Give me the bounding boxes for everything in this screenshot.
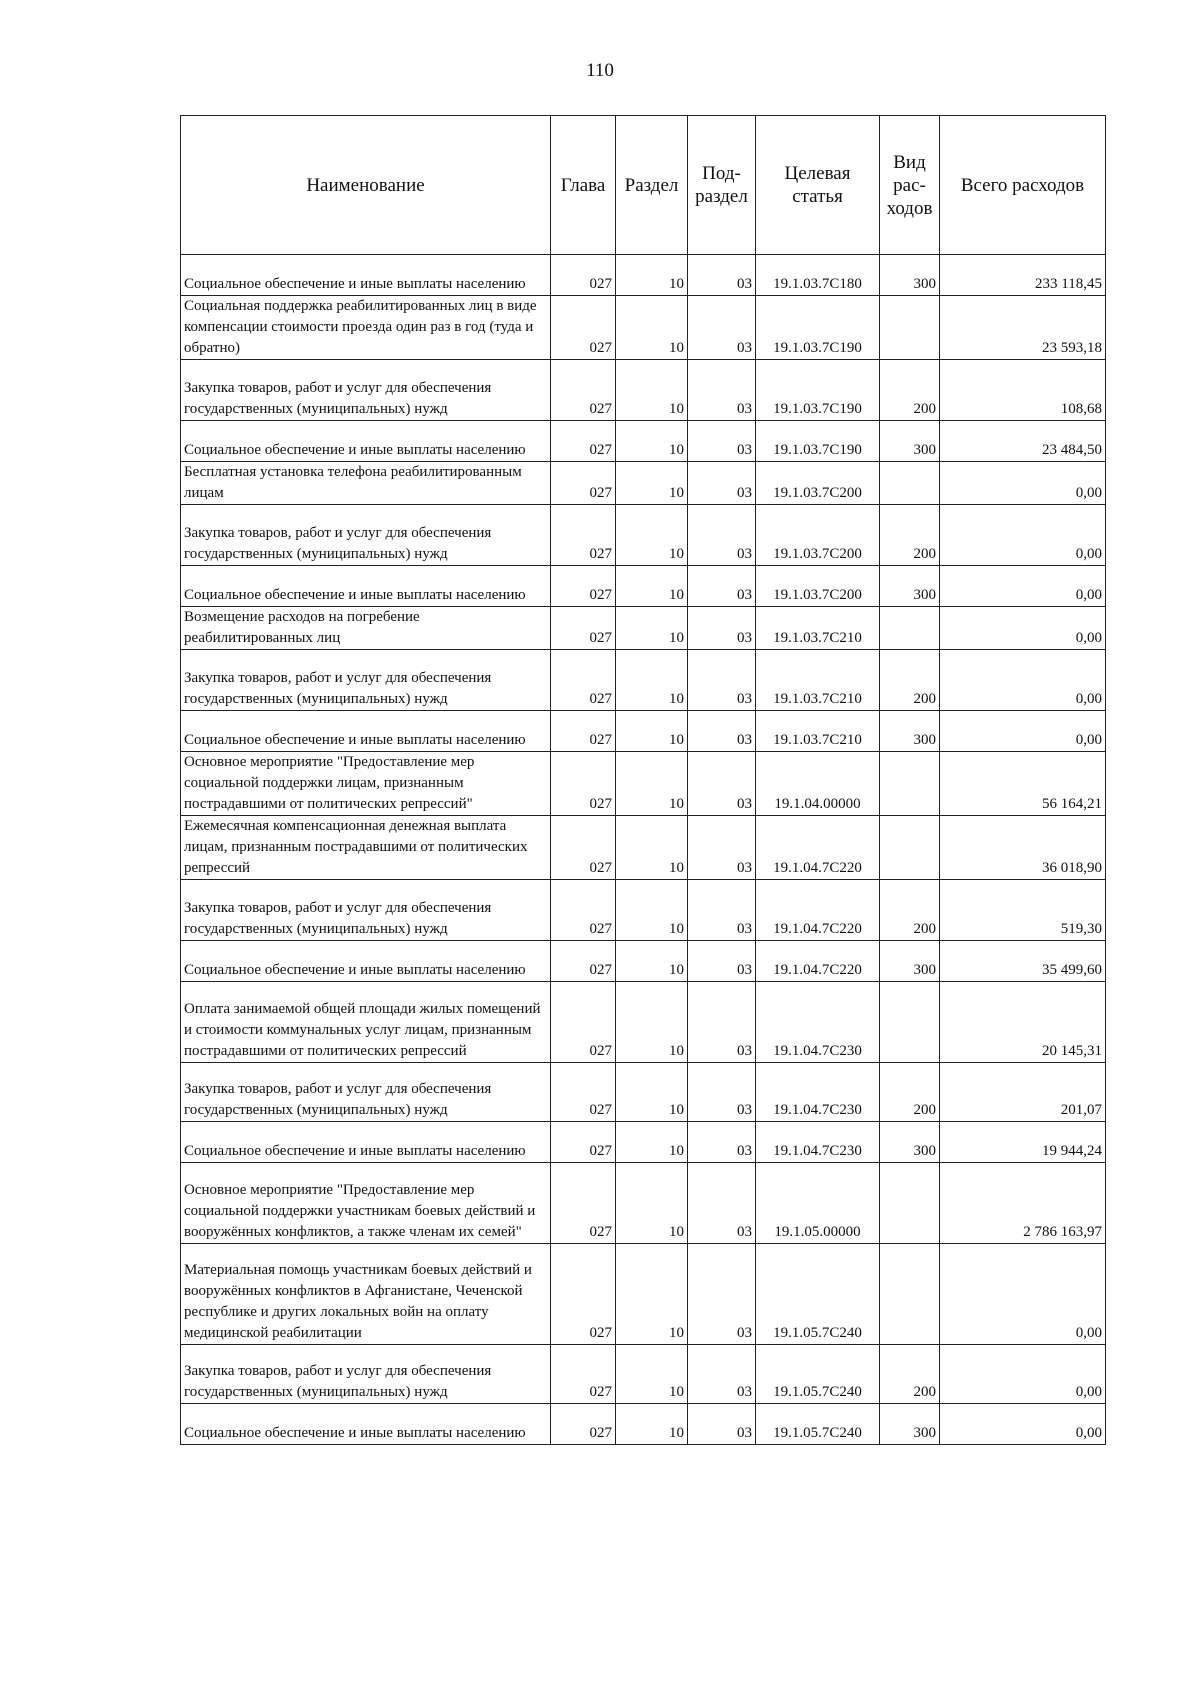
column-header-chapter: Глава [551, 116, 616, 255]
cell-chapter: 027 [551, 752, 616, 816]
cell-subsection: 03 [688, 607, 756, 650]
cell-section: 10 [616, 1244, 688, 1345]
cell-chapter: 027 [551, 711, 616, 752]
cell-chapter: 027 [551, 360, 616, 421]
cell-subsection: 03 [688, 1163, 756, 1244]
cell-chapter: 027 [551, 607, 616, 650]
cell-type: 300 [880, 1122, 940, 1163]
cell-name: Закупка товаров, работ и услуг для обеспечения государственных (муниципальных) нужд [181, 1345, 551, 1404]
cell-section: 10 [616, 360, 688, 421]
cell-total: 0,00 [940, 462, 1106, 505]
cell-section: 10 [616, 816, 688, 880]
cell-type: 200 [880, 880, 940, 941]
cell-chapter: 027 [551, 296, 616, 360]
cell-target: 19.1.04.7С220 [756, 880, 880, 941]
cell-subsection: 03 [688, 816, 756, 880]
cell-chapter: 027 [551, 816, 616, 880]
cell-target: 19.1.04.7С230 [756, 1063, 880, 1122]
column-header-total: Всего расходов [940, 116, 1106, 255]
cell-section: 10 [616, 711, 688, 752]
cell-name: Социальное обеспечение и иные выплаты населению [181, 566, 551, 607]
cell-target: 19.1.05.7С240 [756, 1244, 880, 1345]
cell-type: 200 [880, 360, 940, 421]
table-row [181, 566, 1106, 607]
cell-chapter: 027 [551, 880, 616, 941]
cell-subsection: 03 [688, 1063, 756, 1122]
cell-total: 0,00 [940, 505, 1106, 566]
cell-section: 10 [616, 880, 688, 941]
column-header-expense-type: Вид рас-ходов [880, 116, 940, 255]
cell-name: Ежемесячная компенсационная денежная выплата лицам, признанным пострадавшими от политических репрессий [181, 816, 551, 880]
cell-subsection: 03 [688, 941, 756, 982]
cell-name: Социальная поддержка реабилитированных лиц в виде компенсации стоимости проезда один раз в год (туда и обратно) [181, 296, 551, 360]
cell-total: 108,68 [940, 360, 1106, 421]
cell-chapter: 027 [551, 421, 616, 462]
cell-section: 10 [616, 1063, 688, 1122]
cell-type [880, 607, 940, 650]
cell-section: 10 [616, 505, 688, 566]
cell-subsection: 03 [688, 462, 756, 505]
table-row [181, 255, 1106, 296]
cell-section: 10 [616, 462, 688, 505]
cell-name: Социальное обеспечение и иные выплаты населению [181, 1404, 551, 1445]
cell-type [880, 462, 940, 505]
cell-target: 19.1.03.7С200 [756, 566, 880, 607]
table-body [181, 255, 1106, 1445]
cell-type: 300 [880, 1404, 940, 1445]
cell-name: Материальная помощь участникам боевых действий и вооружённых конфликтов в Афганистане, Чеченской республике и других локальных войн на оплату медицинской реабилитации [181, 1244, 551, 1345]
cell-subsection: 03 [688, 1345, 756, 1404]
table-row [181, 421, 1106, 462]
cell-type: 200 [880, 1063, 940, 1122]
cell-target: 19.1.03.7С180 [756, 255, 880, 296]
cell-subsection: 03 [688, 296, 756, 360]
table-row [181, 711, 1106, 752]
cell-subsection: 03 [688, 982, 756, 1063]
cell-chapter: 027 [551, 1404, 616, 1445]
table-row [181, 296, 1106, 360]
cell-subsection: 03 [688, 421, 756, 462]
cell-type: 200 [880, 505, 940, 566]
cell-name: Социальное обеспечение и иные выплаты населению [181, 421, 551, 462]
cell-subsection: 03 [688, 880, 756, 941]
cell-total: 201,07 [940, 1063, 1106, 1122]
cell-section: 10 [616, 982, 688, 1063]
cell-total: 0,00 [940, 607, 1106, 650]
cell-section: 10 [616, 421, 688, 462]
cell-subsection: 03 [688, 255, 756, 296]
cell-name: Основное мероприятие "Предоставление мер социальной поддержки участникам боевых действий и вооружённых конфликтов, а также членам их семей" [181, 1163, 551, 1244]
cell-type [880, 1163, 940, 1244]
cell-chapter: 027 [551, 505, 616, 566]
cell-total: 0,00 [940, 1244, 1106, 1345]
table-row [181, 360, 1106, 421]
cell-chapter: 027 [551, 650, 616, 711]
cell-total: 519,30 [940, 880, 1106, 941]
cell-chapter: 027 [551, 982, 616, 1063]
cell-target: 19.1.04.7С220 [756, 941, 880, 982]
table-row [181, 1163, 1106, 1244]
cell-type [880, 816, 940, 880]
cell-target: 19.1.04.7С230 [756, 1122, 880, 1163]
cell-name: Закупка товаров, работ и услуг для обеспечения государственных (муниципальных) нужд [181, 650, 551, 711]
cell-target: 19.1.05.7С240 [756, 1345, 880, 1404]
table-row [181, 607, 1106, 650]
cell-target: 19.1.03.7С210 [756, 711, 880, 752]
cell-chapter: 027 [551, 255, 616, 296]
cell-chapter: 027 [551, 1163, 616, 1244]
cell-total: 19 944,24 [940, 1122, 1106, 1163]
cell-section: 10 [616, 566, 688, 607]
table-row [181, 880, 1106, 941]
cell-target: 19.1.03.7С200 [756, 505, 880, 566]
table-row [181, 462, 1106, 505]
cell-type: 200 [880, 650, 940, 711]
column-header-name: Наименование [181, 116, 551, 255]
cell-type: 300 [880, 421, 940, 462]
cell-subsection: 03 [688, 566, 756, 607]
cell-total: 233 118,45 [940, 255, 1106, 296]
cell-subsection: 03 [688, 1244, 756, 1345]
cell-subsection: 03 [688, 650, 756, 711]
cell-type: 300 [880, 941, 940, 982]
cell-name: Основное мероприятие "Предоставление мер социальной поддержки лицам, признанным пострадавшими от политических репрессий" [181, 752, 551, 816]
cell-section: 10 [616, 1345, 688, 1404]
table-row [181, 1063, 1106, 1122]
cell-chapter: 027 [551, 1345, 616, 1404]
cell-target: 19.1.03.7С200 [756, 462, 880, 505]
cell-section: 10 [616, 941, 688, 982]
table-row [181, 1122, 1106, 1163]
cell-name: Социальное обеспечение и иные выплаты населению [181, 255, 551, 296]
cell-target: 19.1.04.7С230 [756, 982, 880, 1063]
cell-chapter: 027 [551, 462, 616, 505]
cell-name: Социальное обеспечение и иные выплаты населению [181, 941, 551, 982]
page-number: 110 [586, 60, 614, 81]
cell-section: 10 [616, 1163, 688, 1244]
cell-name: Закупка товаров, работ и услуг для обеспечения государственных (муниципальных) нужд [181, 505, 551, 566]
cell-target: 19.1.03.7С190 [756, 421, 880, 462]
table-row [181, 650, 1106, 711]
cell-type: 300 [880, 566, 940, 607]
cell-chapter: 027 [551, 1244, 616, 1345]
cell-target: 19.1.05.7С240 [756, 1404, 880, 1445]
cell-subsection: 03 [688, 505, 756, 566]
cell-total: 23 484,50 [940, 421, 1106, 462]
cell-section: 10 [616, 752, 688, 816]
table-row [181, 1345, 1106, 1404]
cell-total: 0,00 [940, 1345, 1106, 1404]
cell-type [880, 1244, 940, 1345]
column-header-subsection: Под-раздел [688, 116, 756, 255]
cell-total: 0,00 [940, 711, 1106, 752]
cell-section: 10 [616, 255, 688, 296]
cell-total: 0,00 [940, 650, 1106, 711]
table-row [181, 1244, 1106, 1345]
cell-type [880, 982, 940, 1063]
cell-total: 36 018,90 [940, 816, 1106, 880]
column-header-section: Раздел [616, 116, 688, 255]
cell-section: 10 [616, 296, 688, 360]
cell-type: 200 [880, 1345, 940, 1404]
cell-target: 19.1.03.7С210 [756, 650, 880, 711]
cell-name: Оплата занимаемой общей площади жилых помещений и стоимости коммунальных услуг лицам, признанным пострадавшими от политических репрессий [181, 982, 551, 1063]
cell-name: Закупка товаров, работ и услуг для обеспечения государственных (муниципальных) нужд [181, 880, 551, 941]
cell-name: Социальное обеспечение и иные выплаты населению [181, 711, 551, 752]
cell-target: 19.1.03.7С190 [756, 296, 880, 360]
cell-total: 35 499,60 [940, 941, 1106, 982]
cell-total: 2 786 163,97 [940, 1163, 1106, 1244]
cell-type: 300 [880, 711, 940, 752]
table-row [181, 816, 1106, 880]
cell-section: 10 [616, 607, 688, 650]
cell-type [880, 752, 940, 816]
cell-chapter: 027 [551, 941, 616, 982]
budget-table [180, 115, 1106, 1445]
cell-section: 10 [616, 1404, 688, 1445]
cell-total: 0,00 [940, 566, 1106, 607]
cell-target: 19.1.04.00000 [756, 752, 880, 816]
cell-section: 10 [616, 1122, 688, 1163]
cell-total: 20 145,31 [940, 982, 1106, 1063]
cell-target: 19.1.04.7С220 [756, 816, 880, 880]
cell-target: 19.1.03.7С190 [756, 360, 880, 421]
cell-type: 300 [880, 255, 940, 296]
cell-total: 56 164,21 [940, 752, 1106, 816]
cell-name: Возмещение расходов на погребение реабилитированных лиц [181, 607, 551, 650]
cell-name: Социальное обеспечение и иные выплаты населению [181, 1122, 551, 1163]
cell-total: 0,00 [940, 1404, 1106, 1445]
table-row [181, 1404, 1106, 1445]
column-header-target: Целевая статья [756, 116, 880, 255]
cell-total: 23 593,18 [940, 296, 1106, 360]
cell-chapter: 027 [551, 566, 616, 607]
cell-target: 19.1.03.7С210 [756, 607, 880, 650]
cell-name: Закупка товаров, работ и услуг для обеспечения государственных (муниципальных) нужд [181, 1063, 551, 1122]
cell-subsection: 03 [688, 1122, 756, 1163]
cell-target: 19.1.05.00000 [756, 1163, 880, 1244]
table-row [181, 941, 1106, 982]
cell-type [880, 296, 940, 360]
cell-section: 10 [616, 650, 688, 711]
cell-name: Бесплатная установка телефона реабилитированным лицам [181, 462, 551, 505]
table-header-row [181, 116, 1106, 255]
cell-subsection: 03 [688, 752, 756, 816]
cell-name: Закупка товаров, работ и услуг для обеспечения государственных (муниципальных) нужд [181, 360, 551, 421]
cell-subsection: 03 [688, 711, 756, 752]
cell-chapter: 027 [551, 1063, 616, 1122]
table-row [181, 982, 1106, 1063]
cell-subsection: 03 [688, 360, 756, 421]
cell-subsection: 03 [688, 1404, 756, 1445]
table-row [181, 505, 1106, 566]
cell-chapter: 027 [551, 1122, 616, 1163]
table-row [181, 752, 1106, 816]
